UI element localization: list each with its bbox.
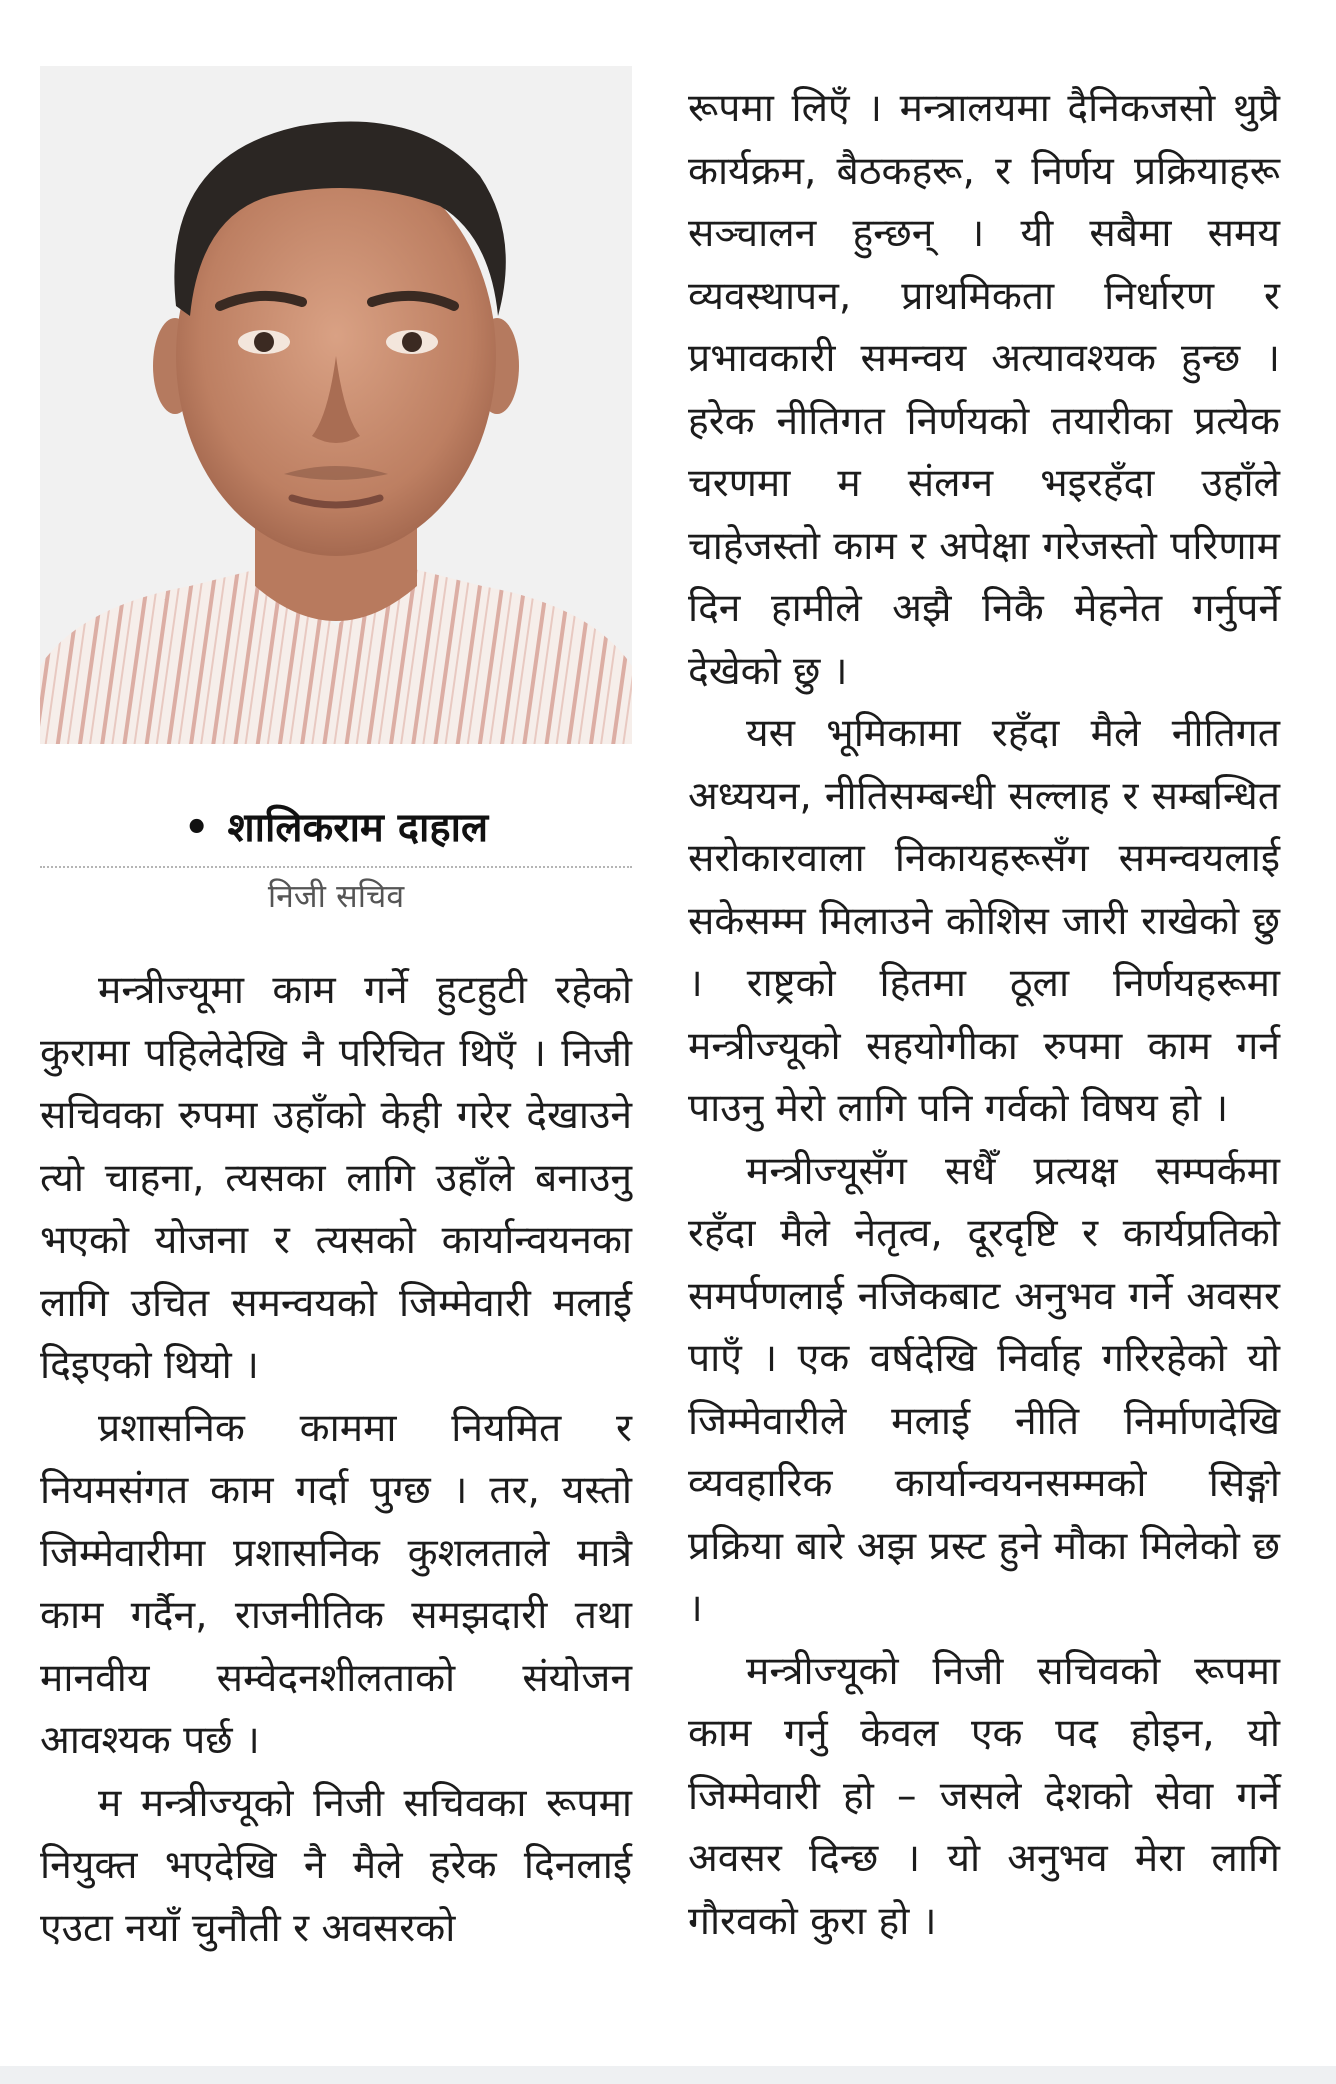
person-name-text: शालिकराम दाहाल <box>227 805 489 851</box>
person-name <box>40 800 632 856</box>
photo-caption <box>40 800 632 918</box>
portrait-illustration <box>40 66 632 744</box>
article-column-right <box>688 78 1280 1953</box>
paragraph: मन्त्रीज्यूको निजी सचिवको रूपमा काम गर्नु केवल एक पद होइन, यो जिम्मेवारी हो – जसले देशको सेवा गर्ने अवसर दिन्छ । यो अनुभव मेरा लागि गौरवको कुरा हो । <box>688 1648 1280 1944</box>
page-bottom-bar <box>0 2066 1336 2084</box>
caption-divider <box>40 866 632 868</box>
paragraph: यस भूमिकामा रहँदा मैले नीतिगत अध्ययन, नीतिसम्बन्धी सल्लाह र सम्बन्धित सरोकारवाला निकायहरूसँग समन्वयलाई सकेसम्म मिलाउने कोशिस जारी राखेको छु । राष्ट्रको हितमा ठूला निर्णयहरूमा मन्त्रीज्यूको सहयोगीका रुपमा काम गर्न पाउनु मेरो लागि पनि गर्वको विषय हो । <box>688 711 1280 1131</box>
paragraph-continuation: रूपमा लिएँ । मन्त्रालयमा दैनिकजसो थुप्रै कार्यक्रम, बैठकहरू, र निर्णय प्रक्रियाहरू सञ्चालन हुन्छन् । यी सबैमा समय व्यवस्थापन, प्राथमिकता निर्धारण र प्रभावकारी समन्वय अत्यावश्यक हुन्छ । हरेक नीतिगत निर्णयको तयारीका प्रत्येक चरणमा म संलग्न भइरहँदा उहाँले चाहेजस्तो काम र अपेक्षा गरेजस्तो परिणाम दिन हामीले अझै निकै मेहनेत गर्नुपर्ने देखेको छु । <box>688 86 1280 694</box>
paragraph: मन्त्रीज्यूसँग सधैँ प्रत्यक्ष सम्पर्कमा रहँदा मैले नेतृत्व, दूरदृष्टि र कार्यप्रतिको समर्पणलाई नजिकबाट अनुभव गर्ने अवसर पाएँ । एक वर्षदेखि निर्वाह गरिरहेको यो जिम्मेवारीले मलाई नीति निर्माणदेखि व्यवहारिक कार्यान्वयनसम्मको सिङ्गो प्रक्रिया बारे अझ प्रस्ट हुने मौका मिलेको छ । <box>688 1148 1280 1631</box>
paragraph: मन्त्रीज्यूमा काम गर्ने हुटहुटी रहेको कुरामा पहिलेदेखि नै परिचित थिएँ । निजी सचिवका रुपमा उहाँको केही गरेर देखाउने त्यो चाहना, त्यसका लागि उहाँले बनाउनु भएको योजना र त्यसको कार्यान्वयनका लागि उचित समन्वयको जिम्मेवारी मलाई दिइएको थियो । <box>40 968 632 1388</box>
portrait-photo <box>40 66 632 744</box>
bullet-icon: • <box>183 805 210 851</box>
article-column-left <box>40 960 632 1960</box>
paragraph: प्रशासनिक काममा नियमित र नियमसंगत काम गर्दा पुग्छ । तर, यस्तो जिम्मेवारीमा प्रशासनिक कुशलताले मात्रै काम गर्दैन, राजनीतिक समझदारी तथा मानवीय सम्वेदनशीलताको संयोजन आवश्यक पर्छ । <box>40 1405 632 1763</box>
paragraph: म मन्त्रीज्यूको निजी सचिवका रूपमा नियुक्त भएदेखि नै मैले हरेक दिनलाई एउटा नयाँ चुनौती र अवसरको <box>40 1780 632 1951</box>
person-role: निजी सचिव <box>267 877 405 915</box>
